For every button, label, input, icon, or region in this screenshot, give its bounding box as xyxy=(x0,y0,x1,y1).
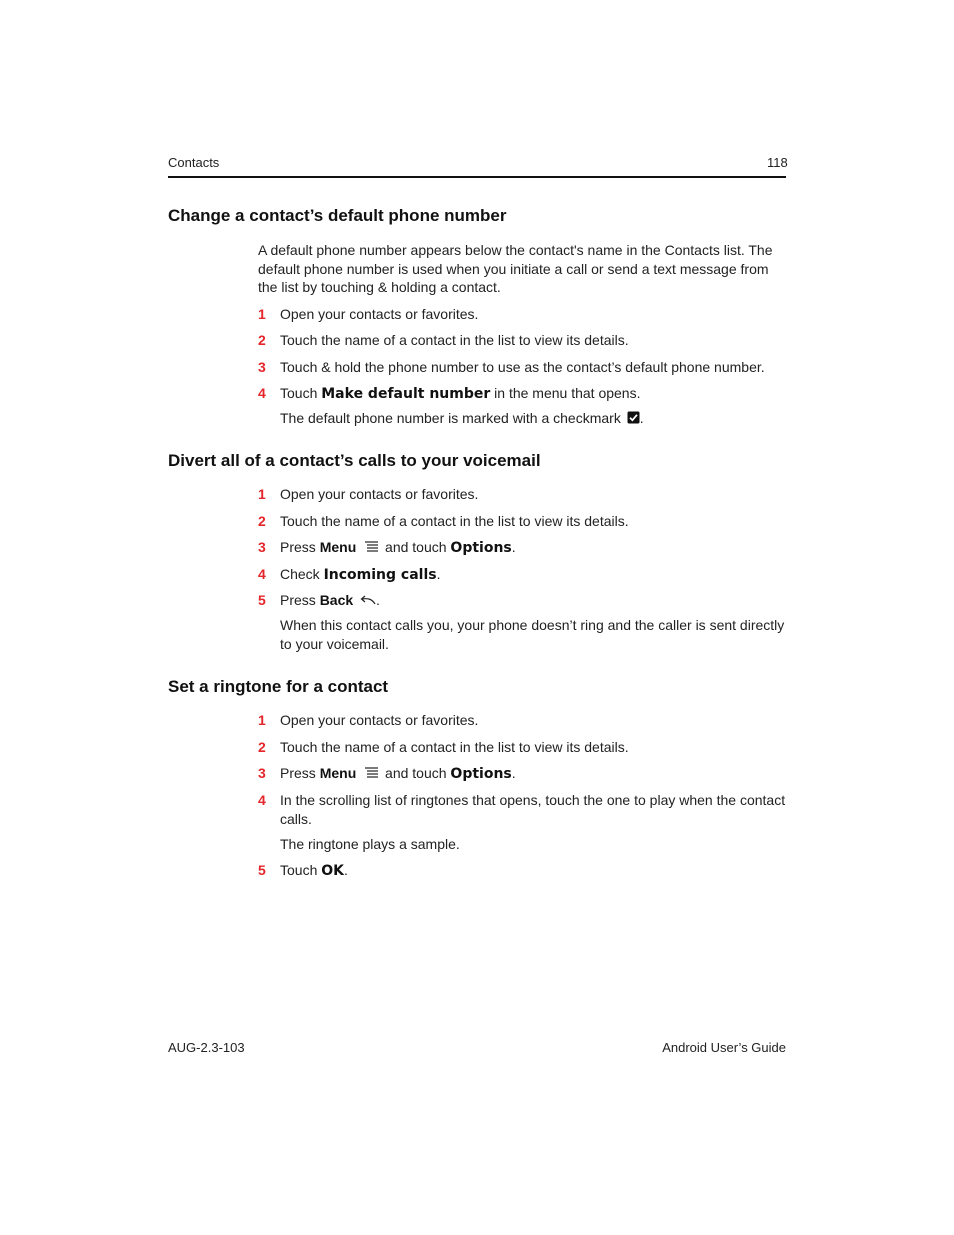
step-text: Touch & hold the phone number to use as the contact’s default phone number. xyxy=(280,359,765,375)
step-text-mid: and touch xyxy=(381,539,451,555)
note-text-end: . xyxy=(639,410,644,426)
step-note: The ringtone plays a sample. xyxy=(280,836,460,852)
step-number: 2 xyxy=(258,513,266,529)
step-number: 4 xyxy=(258,385,266,401)
step-text-post: . xyxy=(376,592,380,608)
back-icon xyxy=(359,592,376,611)
step-text xyxy=(280,764,788,784)
step-number: 1 xyxy=(258,712,266,728)
step-text xyxy=(280,565,788,585)
step-text xyxy=(280,384,788,404)
step-number: 3 xyxy=(258,765,266,781)
key-label-back: Back xyxy=(319,592,354,608)
step-number: 5 xyxy=(258,862,266,878)
step-text: Touch the name of a contact in the list to view its details. xyxy=(280,513,629,529)
ui-label-make-default-number: Make default number xyxy=(321,386,491,402)
ui-label-incoming-calls: Incoming calls xyxy=(323,567,437,583)
step-text: Open your contacts or favorites. xyxy=(280,306,479,322)
step-text-mid: and touch xyxy=(381,765,451,781)
section-title-default-number: Change a contact’s default phone number xyxy=(168,206,507,225)
step-number: 3 xyxy=(258,539,266,555)
step-text-post: . xyxy=(436,566,441,582)
step-text xyxy=(280,591,788,611)
step-number: 1 xyxy=(258,306,266,322)
section-title-divert-voicemail: Divert all of a contact’s calls to your voicemail xyxy=(168,451,541,470)
step-number: 4 xyxy=(258,792,266,808)
note-text: The default phone number is marked with a checkmark xyxy=(280,410,621,426)
ui-label-options: Options xyxy=(450,766,512,782)
page-number: 118 xyxy=(767,155,788,170)
step-text-pre: Touch xyxy=(280,862,322,878)
step-note: When this contact calls you, your phone doesn’t ring and the caller is sent directly to your voicemail. xyxy=(280,617,785,652)
step-note xyxy=(280,409,788,429)
header-rule xyxy=(168,176,786,178)
step-text xyxy=(280,861,788,881)
step-number: 2 xyxy=(258,332,266,348)
step-text-post: . xyxy=(511,539,516,555)
step-text-pre: Press xyxy=(280,592,320,608)
step-number: 5 xyxy=(258,592,266,608)
step-item xyxy=(258,791,788,831)
checkbox-checked-icon xyxy=(627,410,640,429)
key-label-menu: Menu xyxy=(319,765,357,781)
step-number: 3 xyxy=(258,359,266,375)
step-number: 4 xyxy=(258,566,266,582)
step-text-pre: Touch xyxy=(280,385,322,401)
section-title-ringtone: Set a ringtone for a contact xyxy=(168,677,389,696)
step-text-post: in the menu that opens. xyxy=(490,385,641,401)
section-intro: A default phone number appears below the contact's name in the Contacts list. The default phone number is used when you initiate a call or send a text message from the list by touching & holding a contact. xyxy=(258,242,773,296)
step-text: Touch the name of a contact in the list to view its details. xyxy=(280,332,629,348)
step-text: Open your contacts or favorites. xyxy=(280,712,479,728)
footer-guide-title: Android User’s Guide xyxy=(662,1040,786,1055)
key-label-menu: Menu xyxy=(319,539,357,555)
running-header-section: Contacts xyxy=(168,155,220,170)
ui-label-ok: OK xyxy=(321,863,344,879)
step-text: Touch the name of a contact in the list to view its details. xyxy=(280,739,629,755)
step-text-post: . xyxy=(511,765,516,781)
step-number: 1 xyxy=(258,486,266,502)
menu-icon xyxy=(363,765,379,784)
step-text-pre: Press xyxy=(280,765,320,781)
ui-label-options: Options xyxy=(450,540,512,556)
menu-icon xyxy=(363,539,379,558)
footer-doc-code: AUG-2.3-103 xyxy=(168,1040,245,1055)
step-number: 2 xyxy=(258,739,266,755)
step-text-pre: Check xyxy=(280,566,324,582)
step-text-pre: Press xyxy=(280,539,320,555)
step-text: In the scrolling list of ringtones that opens, touch the one to play when the contact calls. xyxy=(280,792,786,827)
step-text xyxy=(280,538,788,558)
step-text: Open your contacts or favorites. xyxy=(280,486,479,502)
step-text-post: . xyxy=(344,862,348,878)
